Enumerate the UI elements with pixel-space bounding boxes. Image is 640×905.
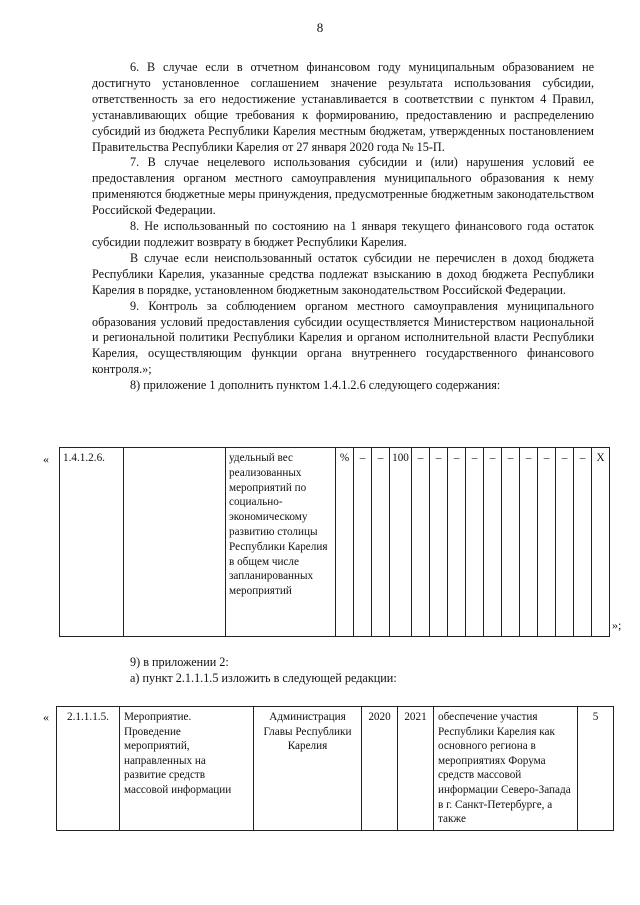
- unit-cell: %: [336, 448, 354, 637]
- appendix-1-table: [59, 447, 634, 637]
- row-code: 2.1.1.1.5.: [57, 707, 120, 831]
- executor-cell: Администрация Главы Республики Карелия: [254, 707, 362, 831]
- value-cell: –: [448, 448, 466, 637]
- value-cell: –: [484, 448, 502, 637]
- amendment-9-intro: 9) в приложении 2:: [130, 655, 229, 669]
- value-cell: –: [372, 448, 390, 637]
- year-start-cell: 2020: [362, 707, 398, 831]
- value-cell: –: [354, 448, 372, 637]
- quote-close-1: »;: [612, 618, 622, 632]
- paragraph-6: 6. В случае если в отчетном финансовом году муниципальным образованием не достигнуто установленное соглашением значение результата использования субсидии, ответственность за его недостижение устанавливается в соответствии с пунктом 4 Правил, устанавливающих общие требования к формированию, предоставлению и распределению субсидий из бюджета Республики Карелия местным бюджетам, утвержденных постановлением Правительства Республики Карелия от 27 января 2020 года № 15-П.: [92, 60, 594, 154]
- body-text: [92, 60, 594, 394]
- value-cell: 100: [390, 448, 412, 637]
- appendix-2-table: [56, 706, 614, 831]
- page-number: 8: [316, 20, 324, 35]
- indicator-description: удельный вес реализованных мероприятий по социально-экономическому развитию столицы Республики Карелия в общем числе запланированных мероприятий: [226, 448, 336, 637]
- last-cell: Х: [592, 448, 610, 637]
- value-cell: –: [412, 448, 430, 637]
- paragraph-8-continued: В случае если неиспользованный остаток субсидии не перечислен в доход бюджета Республики Карелия, указанные средства подлежат взысканию в доход бюджета Республики Карелия в порядке, установленном бюджетным законодательством Российской Федерации.: [92, 250, 594, 297]
- event-description: Мероприятие. Проведение мероприятий, направленных на развитие средств массовой информации: [120, 707, 254, 831]
- empty-cell: [124, 448, 226, 637]
- value-cell: –: [520, 448, 538, 637]
- table-row: [57, 707, 614, 831]
- value-cell: –: [556, 448, 574, 637]
- result-description: обеспечение участия Республики Карелия как основного региона в мероприятиях Форума средств массовой информации Северо-Запада в г. Санкт-Петербурге, а также: [434, 707, 578, 831]
- row-code: 1.4.1.2.6.: [60, 448, 124, 637]
- quote-open-1: «: [43, 452, 49, 466]
- value-cell: –: [538, 448, 556, 637]
- year-end-cell: 2021: [398, 707, 434, 831]
- paragraph-7: 7. В случае нецелевого использования субсидии и (или) нарушения условий ее предоставления органом местного самоуправления муниципального образования к нему применяются бюджетные меры принуждения, предусмотренные бюджетным законодательством Российской Федерации.: [92, 155, 594, 218]
- reference-cell: 5: [578, 707, 614, 831]
- table-row: [60, 448, 634, 637]
- value-cell: –: [502, 448, 520, 637]
- value-cell: –: [430, 448, 448, 637]
- value-cell: –: [574, 448, 592, 637]
- paragraph-9: 9. Контроль за соблюдением органом местного самоуправления муниципального образования условий предоставления субсидии осуществляется Министерством национальной и региональной политики Республики Карелия и органом исполнительной власти Республики Карелия, осуществляющим функции органа внутреннего государственного финансового контроля.»;: [92, 298, 594, 377]
- paragraph-8: 8. Не использованный по состоянию на 1 января текущего финансового года остаток субсидии подлежит возврату в бюджет Республики Карелия.: [92, 219, 594, 249]
- value-cell: –: [466, 448, 484, 637]
- amendment-8-intro: 8) приложение 1 дополнить пунктом 1.4.1.2.6 следующего содержания:: [130, 378, 501, 393]
- amendment-9a-intro: а) пункт 2.1.1.1.5 изложить в следующей редакции:: [130, 671, 397, 685]
- quote-open-2: «: [43, 710, 49, 724]
